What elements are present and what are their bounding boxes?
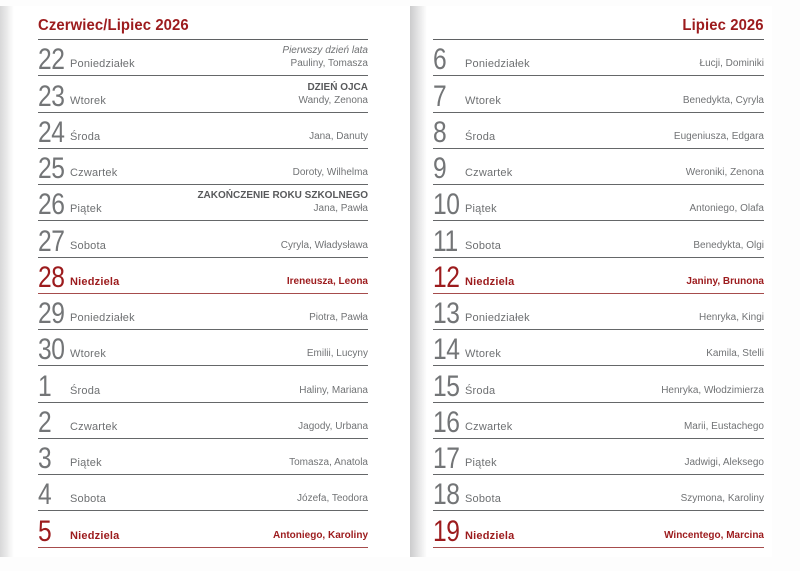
name-days-block (706, 347, 764, 365)
name-day-names: Piotra, Pawła (309, 312, 368, 324)
name-day-names: Marii, Eustachego (683, 420, 764, 432)
day-row (433, 511, 764, 547)
name-days-block (309, 311, 368, 329)
day-name: Czwartek (465, 420, 513, 433)
day-row (38, 113, 368, 149)
name-day-names: Jadwigi, Aleksego (684, 457, 764, 469)
name-day-names: Benedykta, Cyryla (682, 94, 764, 106)
day-number: 14 (433, 333, 460, 367)
day-number: 29 (38, 297, 65, 331)
name-days-block (693, 239, 764, 257)
day-number: 16 (433, 405, 460, 439)
day-row (433, 475, 764, 511)
day-name: Środa (70, 384, 101, 397)
day-number: 19 (433, 514, 460, 548)
page-title-right: Lipiec 2026 (682, 17, 764, 34)
name-day-names: Wandy, Zenona (298, 94, 368, 106)
page-left-content (38, 6, 368, 557)
name-days-block (281, 239, 368, 257)
day-number: 10 (433, 188, 460, 222)
name-days-block (309, 130, 368, 148)
day-name: Czwartek (70, 167, 118, 180)
name-day-names: Cyryla, Władysława (280, 239, 368, 251)
day-row (433, 76, 764, 112)
day-number: 22 (38, 43, 65, 77)
day-name: Wtorek (70, 94, 107, 107)
day-name: Sobota (465, 493, 502, 506)
day-number: 23 (38, 79, 65, 113)
name-days-block (686, 166, 764, 184)
day-row (433, 366, 764, 402)
day-row (433, 185, 764, 221)
name-day-names: Wincentego, Marcina (664, 529, 764, 541)
day-row (38, 403, 368, 439)
day-name: Niedziela (70, 529, 120, 542)
day-name: Poniedziałek (465, 58, 530, 71)
day-row (38, 439, 368, 475)
name-day-names: Benedykta, Olgi (693, 239, 764, 251)
day-name: Środa (70, 130, 101, 143)
day-row (38, 185, 368, 221)
day-name: Piątek (465, 203, 497, 216)
day-number: 9 (433, 152, 447, 186)
day-number: 6 (433, 43, 447, 77)
day-rows-left (38, 40, 368, 548)
name-days-block (197, 189, 368, 220)
name-days-block (287, 275, 368, 293)
day-name: Piątek (70, 203, 102, 216)
day-row (38, 294, 368, 330)
day-row (38, 366, 368, 402)
name-day-names: Józefa, Teodora (297, 493, 368, 505)
day-row (38, 40, 368, 76)
day-name: Sobota (465, 239, 502, 252)
day-row (38, 76, 368, 112)
name-day-names: Weroniki, Zenona (685, 167, 764, 179)
name-days-block (307, 347, 368, 365)
day-row (433, 294, 764, 330)
name-days-block (681, 492, 764, 510)
calendar-page-left (8, 6, 402, 557)
day-row (433, 439, 764, 475)
name-day-names: Jagody, Urbana (298, 420, 368, 432)
day-number: 24 (38, 115, 65, 149)
day-number: 2 (38, 405, 52, 439)
day-name: Piątek (465, 457, 497, 470)
day-number: 11 (433, 224, 458, 258)
day-number: 17 (433, 442, 460, 476)
day-row (38, 221, 368, 257)
day-number: 18 (433, 478, 460, 512)
day-name: Niedziela (465, 275, 515, 288)
day-number: 28 (38, 260, 65, 294)
name-day-names: Eugeniusza, Edgara (673, 130, 764, 142)
day-number: 30 (38, 333, 65, 367)
day-number: 5 (38, 514, 52, 548)
day-row (433, 330, 764, 366)
name-days-block (690, 202, 765, 220)
day-rows-right (433, 40, 764, 548)
name-days-block (289, 456, 368, 474)
name-days-block (299, 81, 368, 112)
day-number: 8 (433, 115, 447, 149)
day-number: 15 (433, 369, 460, 403)
name-days-block (293, 166, 368, 184)
day-number: 4 (38, 478, 52, 512)
name-day-names: Janiny, Brunona (686, 275, 764, 287)
name-day-names: Antoniego, Karoliny (273, 529, 368, 541)
day-row (433, 113, 764, 149)
name-days-block (684, 420, 764, 438)
name-day-names: Henryka, Kingi (698, 312, 764, 324)
day-number: 1 (38, 369, 52, 403)
name-days-block (683, 94, 764, 112)
day-name: Poniedziałek (70, 312, 135, 325)
name-days-block (699, 311, 764, 329)
day-name: Czwartek (465, 167, 513, 180)
day-row (38, 511, 368, 547)
holiday-label: ZAKOŃCZENIE ROKU SZKOLNEGO (197, 190, 368, 202)
name-day-names: Kamila, Stelli (706, 348, 764, 360)
page-right-content (433, 6, 764, 557)
name-day-names: Jana, Danuty (309, 130, 368, 142)
day-row (433, 149, 764, 185)
page-right-header (433, 6, 764, 40)
name-day-names: Doroty, Wilhelma (292, 167, 368, 179)
name-days-block (700, 57, 764, 75)
name-days-block (297, 492, 368, 510)
name-days-block (282, 44, 368, 75)
day-number: 27 (38, 224, 65, 258)
day-number: 13 (433, 297, 460, 331)
day-name: Niedziela (465, 529, 515, 542)
day-row (433, 403, 764, 439)
day-name: Niedziela (70, 275, 120, 288)
day-row (38, 475, 368, 511)
day-number: 12 (433, 260, 460, 294)
day-number: 26 (38, 188, 65, 222)
name-day-names: Antoniego, Olafa (689, 203, 764, 215)
name-day-names: Ireneusza, Leona (286, 275, 368, 287)
name-day-names: Jana, Pawła (313, 203, 368, 215)
name-day-names: Henryka, Włodzimierza (661, 384, 764, 396)
day-name: Piątek (70, 457, 102, 470)
day-row (433, 221, 764, 257)
day-row (433, 258, 764, 294)
day-name: Środa (465, 130, 496, 143)
name-days-block (685, 456, 765, 474)
name-day-names: Emilii, Lucyny (306, 348, 368, 360)
day-name: Sobota (70, 493, 107, 506)
day-name: Środa (465, 384, 496, 397)
day-name: Poniedziałek (70, 58, 135, 71)
day-name: Wtorek (70, 348, 107, 361)
name-days-block (299, 384, 368, 402)
holiday-label: DZIEŃ OJCA (307, 81, 368, 93)
name-day-names: Pauliny, Tomasza (290, 58, 368, 70)
page-title-left: Czerwiec/Lipiec 2026 (38, 17, 189, 34)
calendar-page-right (402, 6, 772, 557)
day-number: 25 (38, 152, 65, 186)
day-row (38, 330, 368, 366)
day-number: 3 (38, 442, 52, 476)
day-name: Wtorek (465, 348, 502, 361)
day-row (38, 149, 368, 185)
name-days-block (664, 529, 764, 547)
day-row (38, 258, 368, 294)
name-days-block (674, 130, 764, 148)
day-name: Wtorek (465, 94, 502, 107)
name-days-block (298, 420, 368, 438)
holiday-label: Pierwszy dzień lata (282, 45, 368, 57)
day-name: Sobota (70, 239, 107, 252)
name-days-block (661, 384, 764, 402)
day-name: Czwartek (70, 420, 118, 433)
name-day-names: Szymona, Karoliny (680, 493, 764, 505)
name-days-block (686, 275, 764, 293)
name-day-names: Tomasza, Anatola (289, 457, 368, 469)
name-days-block (273, 529, 368, 547)
page-left-header (38, 6, 368, 40)
day-row (433, 40, 764, 76)
day-number: 7 (433, 79, 447, 113)
name-day-names: Haliny, Mariana (299, 384, 368, 396)
day-name: Poniedziałek (465, 312, 530, 325)
name-day-names: Łucji, Dominiki (699, 58, 764, 70)
